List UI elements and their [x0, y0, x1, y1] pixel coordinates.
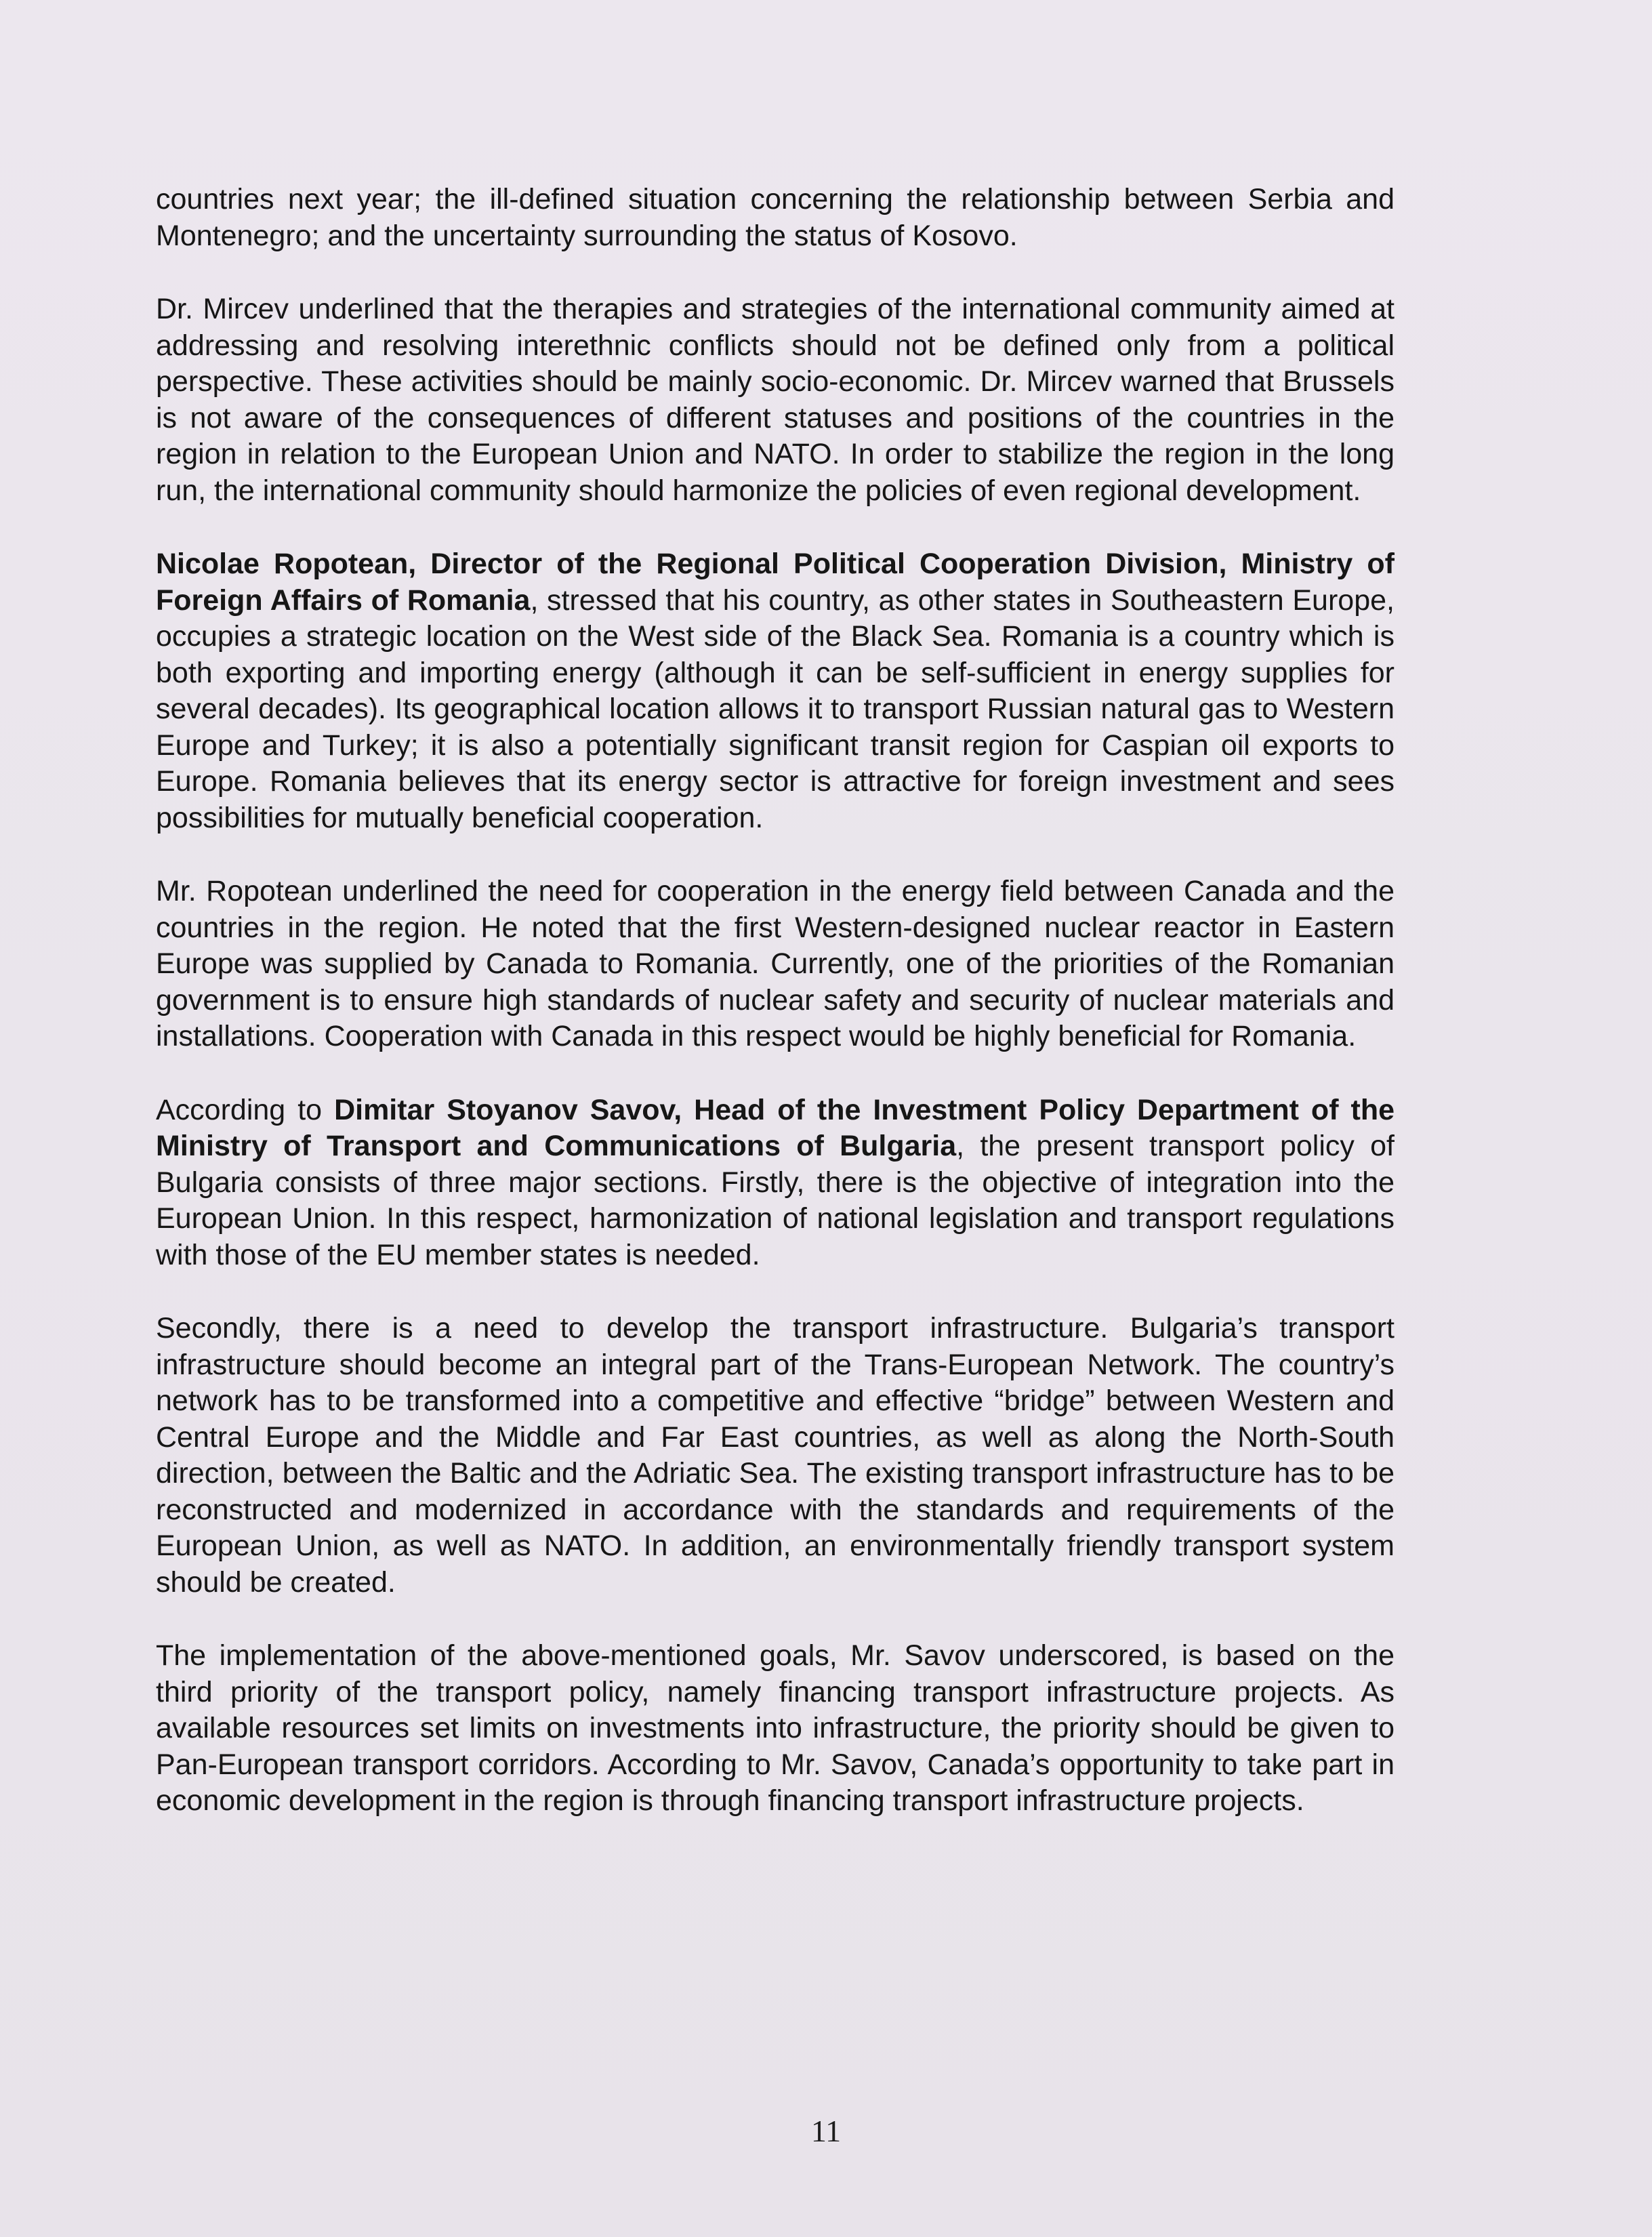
paragraph-text: The implementation of the above-mentioned goals, Mr. Savov underscored, is based on the third priority of the transport policy, namely financing transport infrastructure projects. As available resources set limits on investments into infrastructure, the priority should be given to Pan-European transport corridors. According to Mr. Savov, Canada’s opportunity to take part in economic development in the region is through financing transport infrastructure projects.: [156, 1639, 1395, 1817]
paragraph-text: According to: [156, 1093, 335, 1126]
paragraph: [156, 546, 1395, 836]
speaker-name-bold: Nicolae Ropotean, Director of the Regional Political Cooperation Division, Ministry of Foreign Affairs of Romania: [156, 548, 1395, 617]
paragraph-text: Mr. Ropotean underlined the need for cooperation in the energy field between Canada and the countries in the region. He noted that the first Western-designed nuclear reactor in Eastern Europe was supplied by Canada to Romania. Currently, one of the priorities of the Romanian government is to ensure high standards of nuclear safety and security of nuclear materials and installations. Cooperation with Canada in this respect would be highly beneficial for Romania.: [156, 875, 1395, 1052]
paragraph-text: , the present transport policy of Bulgaria consists of three major sections. Firstly, there is the objective of integration into the European Union. In this respect, harmonization of national legislation and transport regulations with those of the EU member states is needed.: [156, 1130, 1395, 1271]
page-number: 11: [810, 2114, 842, 2148]
paragraph-text: Dr. Mircev underlined that the therapies and strategies of the international community aimed at addressing and resolving interethnic conflicts should not be defined only from a political perspective. These activities should be mainly socio-economic. Dr. Mircev warned that Brussels is not aware of the consequences of different statuses and positions of the countries in the region in relation to the European Union and NATO. In order to stabilize the region in the long run, the international community should harmonize the policies of even regional development.: [156, 293, 1395, 507]
paragraph-text: , stressed that his country, as other states in Southeastern Europe, occupies a strategic location on the West side of the Black Sea. Romania is a country which is both exporting and importing energy (although it can be self-sufficient in energy supplies for several decades). Its geographical location allows it to transport Russian natural gas to Western Europe and Turkey; it is also a potentially significant transit region for Caspian oil exports to Europe. Romania believes that its energy sector is attractive for foreign investment and sees possibilities for mutually beneficial cooperation.: [156, 583, 1395, 834]
paragraph-text: Secondly, there is a need to develop the transport infrastructure. Bulgaria’s transport infrastructure should become an integral part of the Trans-European Network. The country’s network has to be transformed into a competitive and effective “bridge” between Western and Central Europe and the Middle and Far East countries, as well as along the North-South direction, between the Baltic and the Adriatic Sea. The existing transport infrastructure has to be reconstructed and modernized in accordance with the standards and requirements of the European Union, as well as NATO. In addition, an environmentally friendly transport system should be created.: [156, 1312, 1395, 1599]
paragraph: [156, 1638, 1395, 1820]
paragraph: [156, 874, 1395, 1055]
paragraph-text: countries next year; the ill-defined situation concerning the relationship between Serbia and Montenegro; and the uncertainty surrounding the status of Kosovo.: [156, 183, 1395, 252]
speaker-name-bold: Dimitar Stoyanov Savov, Head of the Investment Policy Department of the Ministry of Transport and Communications of Bulgaria: [156, 1093, 1395, 1162]
paragraph: [156, 291, 1395, 509]
paragraph: [156, 1311, 1395, 1601]
paragraph: [156, 1092, 1395, 1274]
document-body: [156, 182, 1395, 1857]
paragraph: [156, 182, 1395, 254]
